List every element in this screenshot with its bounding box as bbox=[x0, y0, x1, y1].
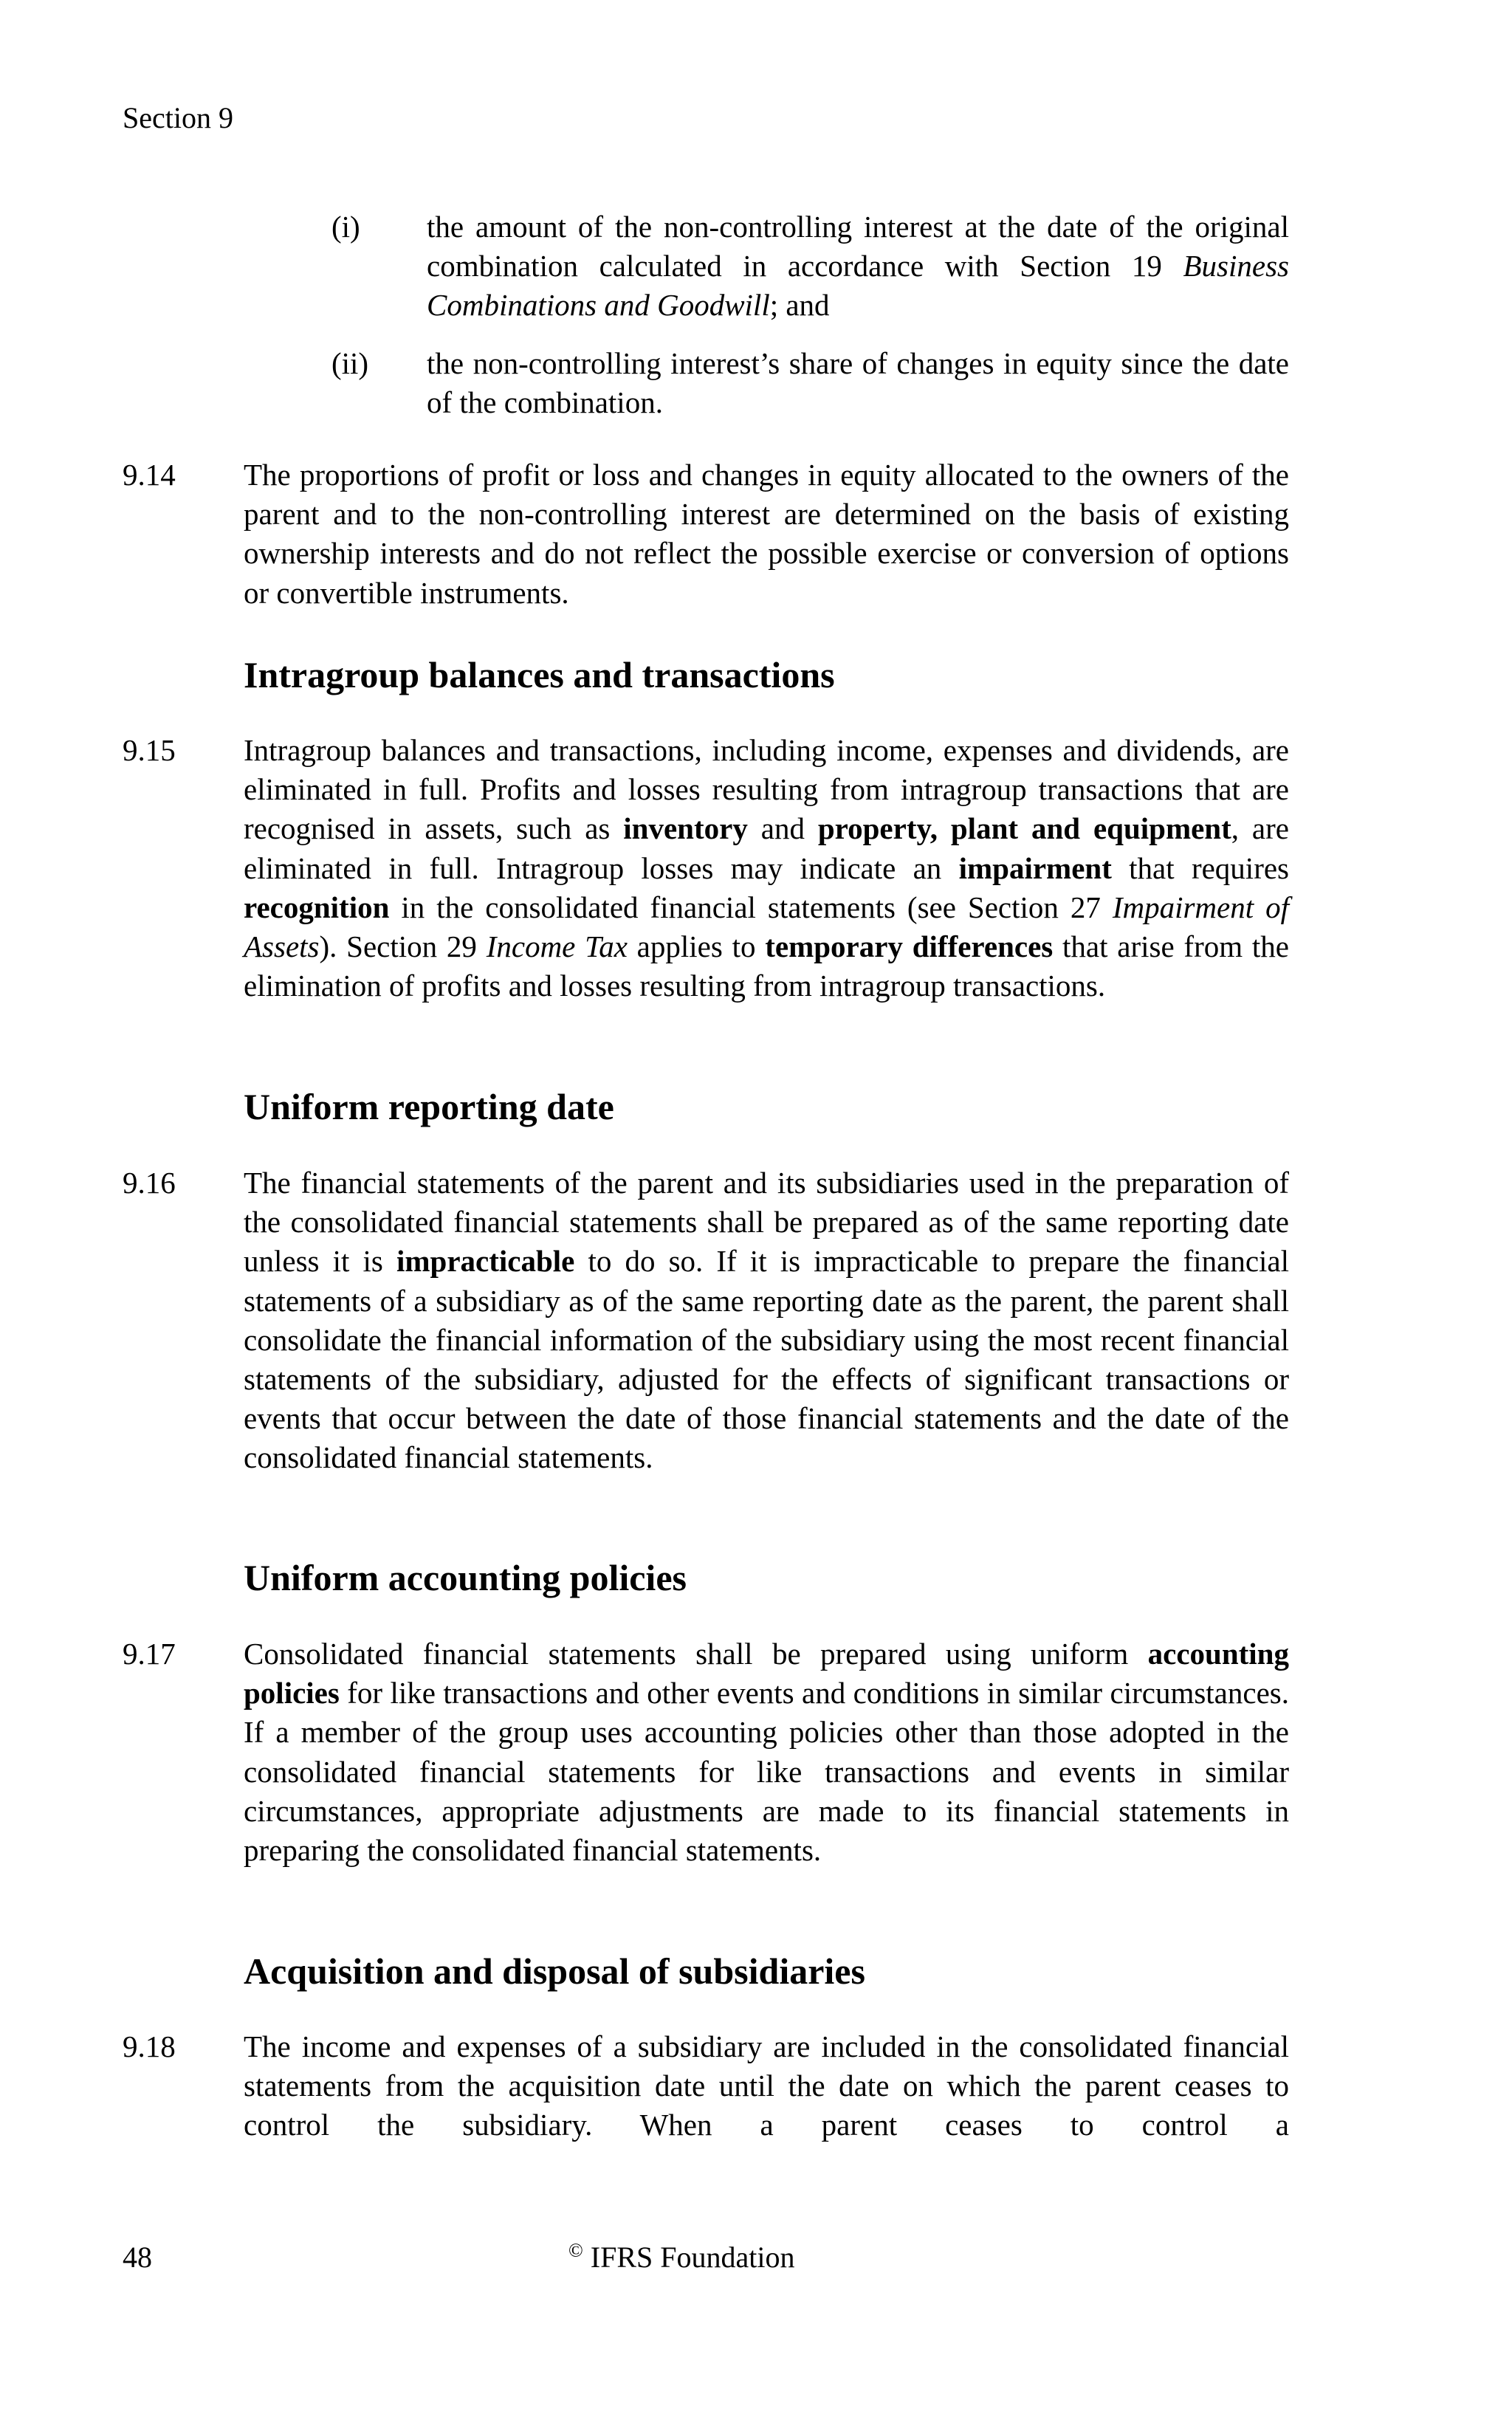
paragraph-number: 9.17 bbox=[123, 1637, 176, 1671]
cross-reference-title: Impairment of Assets bbox=[244, 890, 1289, 964]
text-run: Intragroup balances and transactions, including income, expenses and dividends, are eliminated in full. Profits and losses resulting from intragroup transactions that are recognised in assets, such as bbox=[244, 733, 1289, 846]
defined-term: inventory bbox=[623, 811, 748, 846]
text-run: for like transactions and other events and conditions in similar circumstances. If a member of the group uses accounting policies other than those adopted in the consolidated financial statements for like transactions and events in similar circumstances, appropriate adjustments are made to its financial statements in preparing the consolidated financial statements. bbox=[244, 1676, 1289, 1868]
text-run: and bbox=[747, 811, 818, 846]
paragraph-text bbox=[244, 2027, 1289, 2145]
cross-reference-title: Business Combinations and Goodwill bbox=[427, 249, 1289, 323]
paragraph-text bbox=[244, 1163, 1289, 1478]
text-run: Consolidated financial statements shall be prepared using uniform bbox=[244, 1637, 1148, 1671]
running-header: Section 9 bbox=[123, 101, 233, 134]
defined-term: temporary differences bbox=[765, 929, 1054, 964]
paragraph-number: 9.15 bbox=[123, 733, 176, 767]
defined-term: recognition bbox=[244, 890, 390, 924]
text-run: the amount of the non-controlling interest at the date of the original combination calculated in accordance with Section 19 bbox=[427, 210, 1289, 283]
text-run: ). Section 29 bbox=[319, 929, 487, 964]
section-heading: Acquisition and disposal of subsidiaries bbox=[244, 1950, 865, 1992]
text-run: the non-controlling interest’s share of changes in equity since the date of the combination. bbox=[427, 346, 1289, 420]
text-run: in the consolidated financial statements (see Section 27 bbox=[389, 890, 1113, 924]
section-heading: Intragroup balances and transactions bbox=[244, 654, 835, 695]
defined-term: property, plant and equipment bbox=[817, 811, 1231, 846]
paragraph-number: 9.14 bbox=[123, 458, 176, 492]
copyright-symbol: © bbox=[568, 2239, 583, 2261]
text-run: that requires bbox=[1111, 850, 1289, 885]
section-heading: Uniform reporting date bbox=[244, 1086, 614, 1127]
sub-item-number: (ii) bbox=[331, 346, 369, 380]
text-run: The financial statements of the parent and its subsidiaries used in the preparation of the consolidated financial statements shall be prepared as of the same reporting date unless it is bbox=[244, 1166, 1289, 1279]
text-run: The income and expenses of a subsidiary are included in the consolidated financial statements from the acquisition date until the date on which the parent ceases to control the subsidiary. When a parent ceases to control a bbox=[244, 2029, 1289, 2142]
text-run: that arise from the elimination of profits and losses resulting from intragroup transactions. bbox=[244, 929, 1289, 1003]
page-number: 48 bbox=[123, 2241, 152, 2274]
footer-copyright bbox=[568, 2240, 794, 2275]
paragraph-number: 9.18 bbox=[123, 2029, 176, 2063]
text-run: , are eliminated in full. Intragroup losses may indicate an bbox=[244, 811, 1289, 885]
section-heading: Uniform accounting policies bbox=[244, 1557, 687, 1598]
cross-reference-title: Income Tax bbox=[486, 929, 628, 964]
sub-item-number: (i) bbox=[331, 210, 360, 244]
text-run: The proportions of profit or loss and changes in equity allocated to the owners of the parent and to the non-controlling interest are determined on the basis of existing ownership interests and do not reflect the possible exercise or conversion of options or convertible instruments. bbox=[244, 458, 1289, 610]
text-run: to do so. If it is impracticable to prepare the financial statements of a subsidiary as of the same reporting date as the parent, the parent shall consolidate the financial information of the subsidiary using the most recent financial statements of the subsidiary, adjusted for the effects of significant transactions or events that occur between the date of those financial statements and the date of the consolidated financial statements. bbox=[244, 1244, 1289, 1475]
defined-term: impracticable bbox=[396, 1244, 575, 1279]
text-run: ; and bbox=[769, 288, 830, 323]
text-run: applies to bbox=[627, 929, 766, 964]
paragraph-text bbox=[244, 1634, 1289, 1870]
paragraph-number: 9.16 bbox=[123, 1166, 176, 1200]
sub-item-text bbox=[427, 344, 1289, 422]
footer-foundation: IFRS Foundation bbox=[590, 2241, 795, 2274]
paragraph-text bbox=[244, 455, 1289, 613]
paragraph-text bbox=[244, 731, 1289, 1005]
sub-item-text bbox=[427, 207, 1289, 326]
defined-term: impairment bbox=[958, 850, 1112, 885]
defined-term: accounting policies bbox=[244, 1637, 1289, 1711]
